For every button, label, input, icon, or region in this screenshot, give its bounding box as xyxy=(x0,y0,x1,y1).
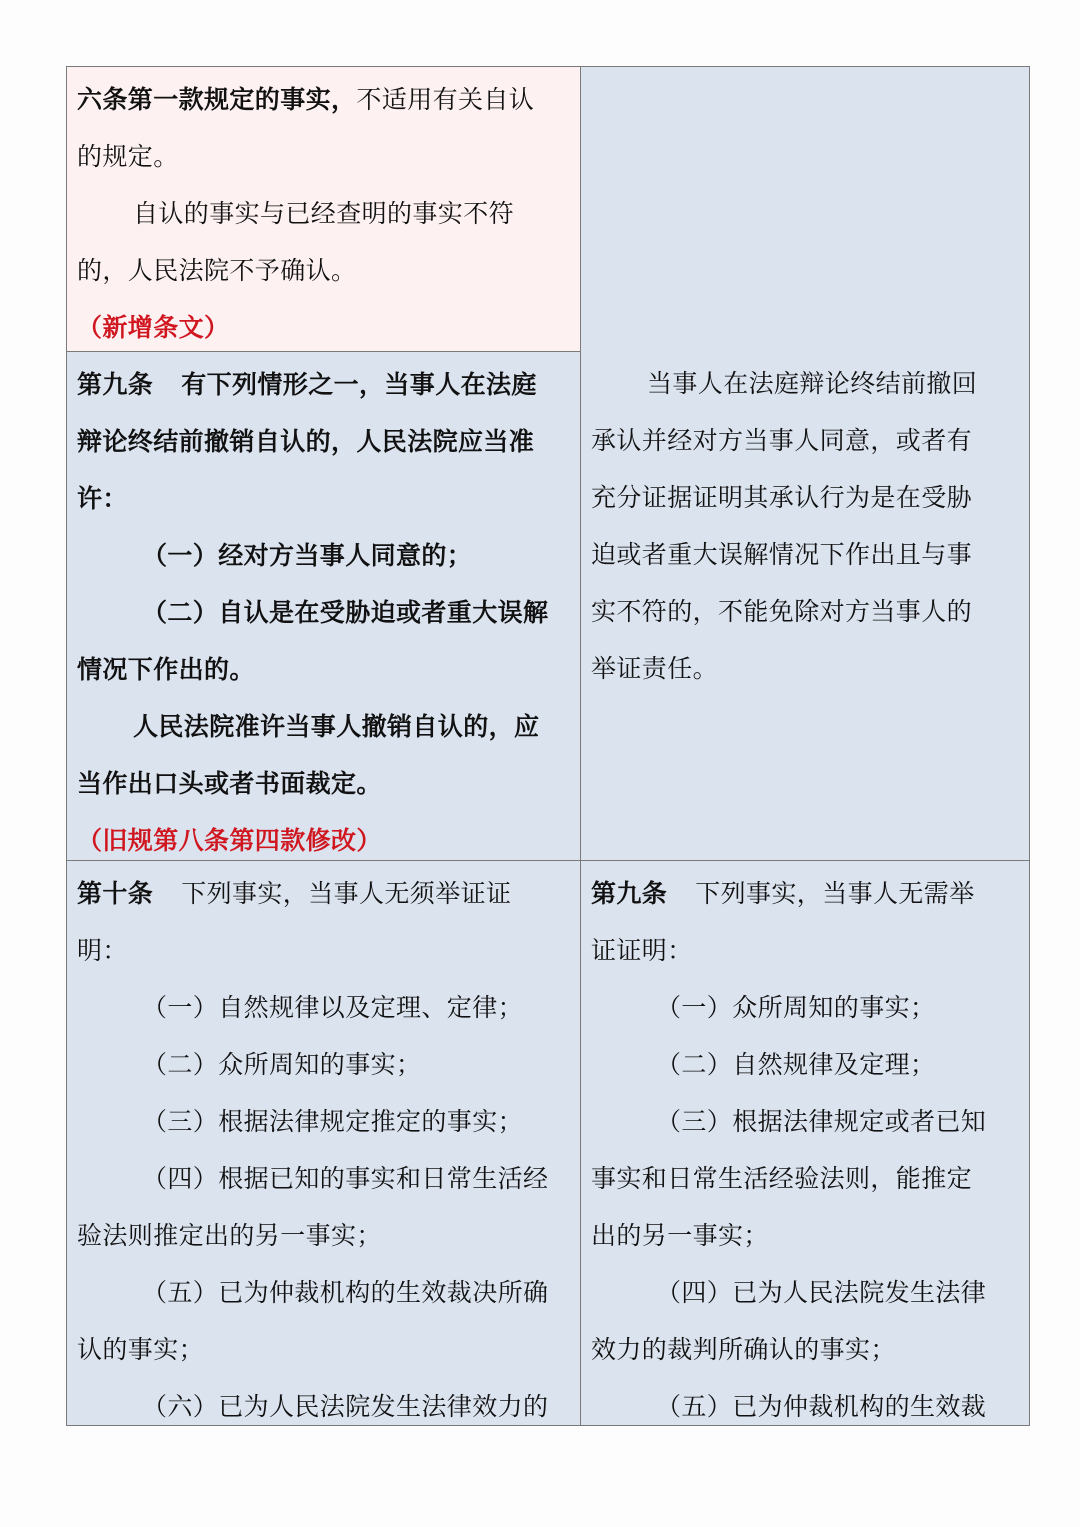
plain-text: 有下列情形之一，当事人在法庭 xyxy=(181,370,537,399)
plain-text: 下列事实，当事人无须举证证 xyxy=(181,879,512,908)
text-line: 明： xyxy=(77,936,128,965)
text-line xyxy=(77,356,568,413)
text-line: 许： xyxy=(77,484,128,513)
bold-text: 六条第一款规定的事实， xyxy=(77,85,357,114)
row-divider xyxy=(67,860,1029,861)
text-line: 当事人在法庭辩论终结前撤回 xyxy=(647,369,978,398)
column-divider xyxy=(580,67,581,1425)
list-item: （六）已为人民法院发生法律效力的 xyxy=(142,1392,549,1421)
row2-left-cell xyxy=(67,352,580,860)
text-line: 辩论终结前撤销自认的，人民法院应当准 xyxy=(77,427,535,456)
text-line: 的规定。 xyxy=(77,142,179,171)
list-item: （三）根据法律规定或者已知 xyxy=(656,1107,987,1136)
article-number: 第九条 xyxy=(591,879,668,908)
list-item: （五）已为仲裁机构的生效裁 xyxy=(656,1392,987,1421)
text-line: 效力的裁判所确认的事实； xyxy=(591,1335,896,1364)
text-line xyxy=(77,71,568,128)
list-item: （一）众所周知的事实； xyxy=(656,993,936,1022)
text-line: 人民法院准许当事人撤销自认的，应 xyxy=(133,712,540,741)
list-item: （四）已为人民法院发生法律 xyxy=(656,1278,987,1307)
text-line: 当作出口头或者书面裁定。 xyxy=(77,769,382,798)
list-item: （二）自然规律及定理； xyxy=(656,1050,936,1079)
text-line: 验法则推定出的另一事实； xyxy=(77,1221,382,1250)
text-line: 出的另一事实； xyxy=(591,1221,769,1250)
article-number: 第十条 xyxy=(77,879,154,908)
text-line: 情况下作出的。 xyxy=(77,655,255,684)
list-item: （四）根据已知的事实和日常生活经 xyxy=(142,1164,549,1193)
article-number: 第九条 xyxy=(77,370,154,399)
comparison-table xyxy=(66,66,1030,1426)
row3-left-cell xyxy=(67,861,580,1425)
text-line: 举证责任。 xyxy=(591,654,719,683)
text-line: 证证明： xyxy=(591,936,693,965)
text-line xyxy=(77,865,568,922)
list-item: （一）自然规律以及定理、定律； xyxy=(142,993,524,1022)
plain-text: 下列事实，当事人无需举 xyxy=(695,879,975,908)
text-line: 认的事实； xyxy=(77,1335,205,1364)
text-line xyxy=(591,865,1017,922)
text-line: 承认并经对方当事人同意，或者有 xyxy=(591,426,973,455)
list-item: （三）根据法律规定推定的事实； xyxy=(142,1107,524,1136)
row3-right-cell xyxy=(581,861,1029,1425)
list-item: （一）经对方当事人同意的； xyxy=(142,541,473,570)
text-line: 的，人民法院不予确认。 xyxy=(77,256,357,285)
text-line: 充分证据证明其承认行为是在受胁 xyxy=(591,483,973,512)
text-line: 迫或者重大误解情况下作出且与事 xyxy=(591,540,973,569)
list-item: （五）已为仲裁机构的生效裁决所确 xyxy=(142,1278,549,1307)
row1-left-cell xyxy=(67,67,580,351)
amendment-note: （旧规第八条第四款修改） xyxy=(77,826,382,855)
row-divider xyxy=(67,351,580,352)
text-line: 事实和日常生活经验法则，能推定 xyxy=(591,1164,973,1193)
text-line: 实不符的，不能免除对方当事人的 xyxy=(591,597,973,626)
list-item: （二）众所周知的事实； xyxy=(142,1050,422,1079)
list-item: （二）自认是在受胁迫或者重大误解 xyxy=(142,598,549,627)
amendment-note: （新增条文） xyxy=(77,313,230,342)
text-line: 自认的事实与已经查明的事实不符 xyxy=(133,199,515,228)
row2-right-cell xyxy=(581,67,1029,860)
plain-text: 不适用有关自认 xyxy=(356,85,535,114)
